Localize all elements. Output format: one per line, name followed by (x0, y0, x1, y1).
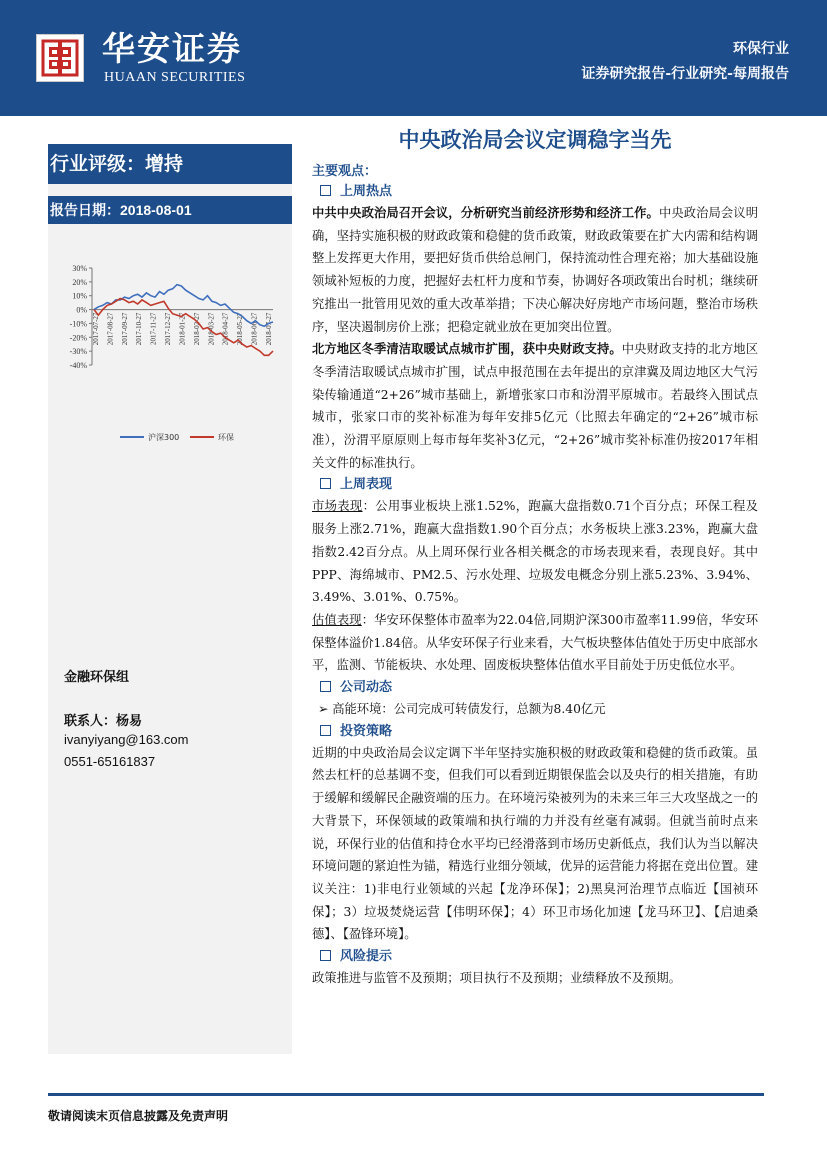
x-tick-label: 2017-08-27 (106, 312, 115, 346)
main-content (312, 126, 758, 990)
paragraph-lead: 北方地区冬季清洁取暖试点城市扩围，获中央财政支持。 (312, 341, 622, 357)
key-points-label: 主要观点： (312, 164, 378, 179)
x-tick-label: 2018-03-27 (207, 312, 216, 346)
footer-disclaimer: 敬请阅读末页信息披露及免责声明 (48, 1109, 229, 1123)
report-date: 2018-08-01 (120, 202, 192, 218)
industry-rating: 行业评级：增持 (48, 144, 292, 184)
checkbox-bullet-icon (320, 950, 331, 961)
legend-label: 环保 (218, 433, 234, 442)
research-team: 金融环保组 (64, 670, 130, 685)
brand-name-cn: 华安证券 (102, 29, 242, 68)
paragraph-valuation (312, 609, 758, 677)
paragraph-market (312, 495, 758, 609)
contact-phone: 0551-65161837 (64, 754, 156, 769)
sidebar (48, 144, 292, 1054)
y-tick-label: 20% (72, 277, 87, 287)
footer-divider (48, 1093, 764, 1096)
section-performance (312, 475, 758, 494)
paragraph-heating (312, 338, 758, 474)
logo-icon (36, 34, 84, 82)
checkbox-bullet-icon (320, 185, 331, 196)
paragraph-lead: 估值表现 (312, 612, 362, 627)
section-title: 上周表现 (340, 477, 393, 493)
y-tick-label: -30% (69, 347, 87, 357)
paragraph-lead: 中共中央政治局召开会议，分析研究当前经济形势和经济工作。 (312, 205, 659, 220)
paragraph-body: ：华安环保整体市盈率为22.04倍,同期沪深300市盈率11.99倍，华安环保整体溢价1.84倍。从华安环保子行业来看，大气板块整体估值处于历史中底部水平，监测、节能板块、水处理、固废板块整体估值水平目前处于历史低位水平。 (312, 612, 758, 673)
checkbox-bullet-icon (320, 478, 331, 489)
brand-name-en: HUAAN SECURITIES (104, 70, 246, 85)
section-title: 投资策略 (340, 723, 393, 739)
paragraph-body: 中央政治局会议明确，坚持实施积极的财政政策和稳健的货币政策，财政政策要在扩大内需和结构调整上发挥更大作用，要把好货币供给总闸门，保持流动性合理充裕；加大基础设施领域补短板的力度，把握好去杠杆力度和节奏，协调好各项政策出台时机；继续研究推出一批管用见效的重大改革举措；下决心解决好房地产市场问题，整治市场秩序，坚决遏制房价上涨；把稳定就业放在更加突出位置。 (312, 206, 758, 334)
y-tick-label: 30% (72, 264, 87, 273)
paragraph-strategy: 近期的中央政治局会议定调下半年坚持实施积极的财政政策和稳健的货币政策。虽然去杠杆的总基调不变，但我们可以看到近期银保监会以及央行的相关措施，有助于缓解和缓解民企融资端的压力。在环境污染被列为的未来三年三大攻坚战之一的大背景下，环保领域的政策端和执行端的力并没有丝毫有减弱。但就当前时点来说，环保行业的估值和持仓水平均已经滑落到市场历史新低点，我们认为当以解决环境问题的紧迫性为锚，精选行业细分领域，优异的运营能力将据在竞出位置。建议关注：1)非电行业领域的兴起【龙净环保】；2)黑臭河治理节点临近【国祯环保】；3）垃圾焚烧运营【伟明环保】；4）环卫市场化加速【龙马环卫】、【启迪桑德】、【盈锋环境】。 (312, 745, 758, 942)
paragraph-body: 中央财政支持的北方地区冬季清洁取暖试点城市扩围，试点申报范围在去年提出的京津冀及周边地区大气污染传输通道“2+26”城市基础上，新增张家口市和汾渭平原城市。若最终入围试点城市，张家口市的奖补标准为每年安排5亿元（比照去年确定的“2+26”城市标准），汾渭平原原则上每市每年奖补3亿元，“2+26”城市奖补标准仍按2017年相关文件的标准执行。 (312, 342, 758, 470)
section-risk (312, 947, 758, 966)
x-tick-label: 2018-01-27 (178, 312, 187, 346)
x-tick-label: 2017-07-27 (92, 312, 100, 346)
section-hot-topics (312, 182, 758, 201)
section-strategy (312, 722, 758, 741)
report-date-bar (48, 196, 292, 224)
x-tick-label: 2018-06-27 (250, 312, 259, 346)
y-tick-label: 10% (72, 291, 87, 301)
x-tick-label: 2018-02-27 (192, 312, 201, 346)
x-tick-label: 2017-11-27 (149, 312, 158, 345)
company-news-item: ➢ 高能环境：公司完成可转债发行，总额为8.40亿元 (318, 702, 606, 717)
industry-label: 环保行业 (733, 41, 789, 57)
performance-chart (48, 254, 292, 454)
x-tick-label: 2018-07-27 (265, 312, 273, 346)
y-tick-label: -40% (69, 361, 87, 370)
report-title: 中央政治局会议定调稳字当先 (398, 127, 672, 152)
paragraph-risk: 政策推进与监管不及预期；项目执行不及预期；业绩释放不及预期。 (312, 971, 681, 986)
contact-person: 联系人：杨易 (64, 714, 143, 729)
paragraph-lead: 市场表现 (312, 499, 363, 514)
legend-label: 沪深300 (148, 433, 180, 442)
section-company-news (312, 678, 758, 697)
section-title: 上周热点 (340, 184, 393, 199)
checkbox-bullet-icon (320, 681, 331, 692)
section-title: 风险提示 (340, 949, 393, 965)
x-tick-label: 2018-04-27 (221, 312, 230, 346)
contact-email[interactable]: ivanyiyang@163.com (64, 732, 189, 747)
section-title: 公司动态 (340, 680, 393, 696)
paragraph-body: ：公用事业板块上涨1.52%，跑赢大盘指数0.71个百分点；环保工程及服务上涨2.71%，跑赢大盘指数1.90个百分点；水务板块上涨3.23%，跑赢大盘指数2.42百分点。从上周环保行业各相关概念的市场表现来看，表现良好。其中PPP、海绵城市、PM2.5、污水处理、垃圾发电概念分别上涨5.23%、3.94%、3.49%、3.01%、0.75%。 (312, 499, 758, 605)
x-tick-label: 2017-09-27 (120, 312, 129, 346)
x-tick-label: 2017-10-27 (135, 312, 144, 346)
report-date-label: 报告日期： (50, 203, 120, 219)
x-tick-label: 2018-05-27 (236, 312, 245, 346)
x-tick-label: 2017-12-27 (164, 312, 173, 346)
report-type-label: 证券研究报告-行业研究-每周报告 (581, 66, 789, 82)
y-tick-label: -20% (69, 333, 87, 343)
report-header (0, 0, 827, 116)
y-tick-label: 0% (76, 305, 87, 315)
paragraph-politburo (312, 202, 758, 338)
y-tick-label: -10% (69, 319, 87, 329)
checkbox-bullet-icon (320, 725, 331, 736)
